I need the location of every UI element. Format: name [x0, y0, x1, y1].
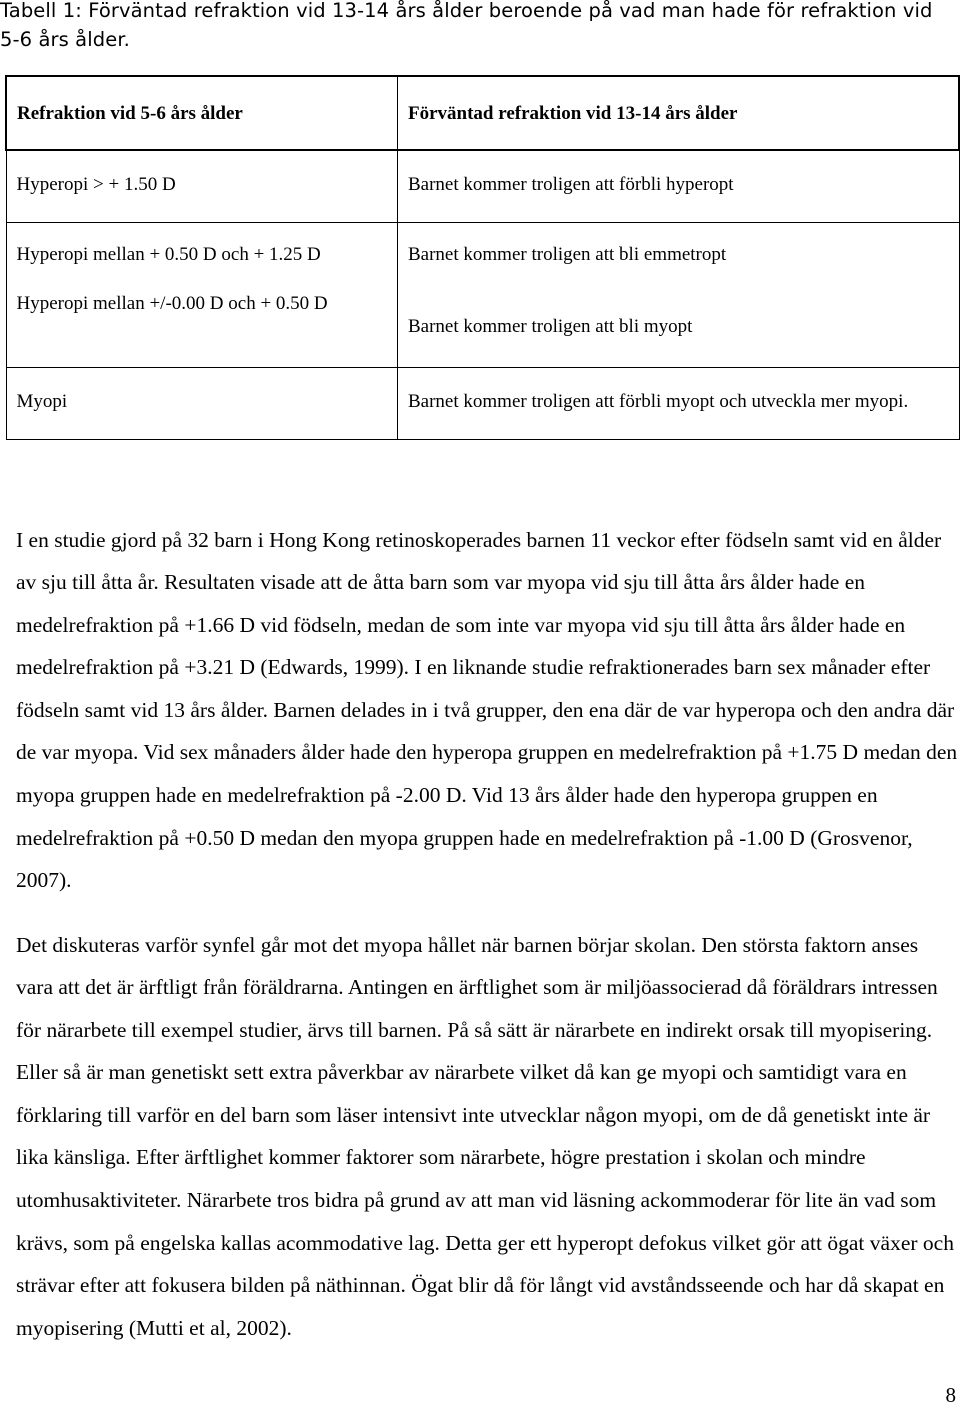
table-cell-text: Barnet kommer troligen att bli emmetropt: [408, 243, 727, 265]
table-cell: Myopi: [6, 367, 398, 439]
table-cell-text: Hyperopi mellan + 0.50 D och + 1.25 D: [16, 243, 321, 265]
table-cell: [398, 222, 960, 367]
body-paragraph: Det diskuteras varför synfel går mot det myopa hållet när barnen börjar skolan. Den största faktorn anses vara att det är ärftligt från föräldrarna. Antingen en ärftlighet som är miljöassocierad då föräldrars intressen för närarbete till exempel studier, ärvs till barnen. På så sätt är närarbete en indirekt orsak till myopisering. Eller så är man genetiskt sett extra påverkbar av närarbete vilket då kan ge myopi och samtidigt vara en förklaring till varför en del barn som läser intensivt inte utvecklar någon myopi, om de då genetiskt inte är lika känsliga. Efter ärftlighet kommer faktorer som närarbete, högre prestation i skolan och mindre utomhusaktiviteter. Närarbete tros bidra på grund av att man vid läsning ackommoderar för lite än vad som krävs, som på engelska kallas acommodative lag. Detta ger ett hyperopt defokus vilket gör att ögat växer och strävar efter att fokusera bilden på näthinnan. Ögat blir då för långt vid avståndsseende och har då skapat en myopisering (Mutti et al, 2002).: [16, 932, 954, 1340]
table-cell: Barnet kommer troligen att förbli myopt och utveckla mer myopi.: [398, 367, 960, 439]
table-cell-text: Barnet kommer troligen att bli myopt: [408, 315, 693, 337]
table-row: [6, 150, 959, 222]
refraction-table: [5, 75, 960, 440]
table-cell: Hyperopi > + 1.50 D: [6, 150, 398, 222]
body-paragraph: I en studie gjord på 32 barn i Hong Kong retinoskoperades barnen 11 veckor efter födseln samt vid en ålder av sju till åtta år. Resultaten visade att de åtta barn som var myopa vid sju till åtta års ålder hade en medelrefraktion på +1.66 D vid födseln, medan de som inte var myopa vid sju till åtta års ålder hade en medelrefraktion på +3.21 D (Edwards, 1999). I en liknande studie refraktionerades barn sex månader efter födseln samt vid 13 års ålder. Barnen delades in i två grupper, den ena där de var hyperopa och den andra där de var myopa. Vid sex månaders ålder hade den hyperopa gruppen en medelrefraktion på +1.75 D medan den myopa gruppen hade en medelrefraktion på -2.00 D. Vid 13 års ålder hade den hyperopa gruppen en medelrefraktion på +0.50 D medan den myopa gruppen hade en medelrefraktion på -1.00 D (Grosvenor, 2007).: [16, 527, 958, 893]
table-caption: Tabell 1: Förväntad refraktion vid 13-14 års ålder beroende på vad man hade för refraktion vid 5-6 års ålder.: [0, 0, 933, 51]
page-number: 8: [945, 1383, 956, 1407]
table-cell: [6, 222, 398, 367]
table-header-cell: Refraktion vid 5-6 års ålder: [6, 76, 398, 150]
table-cell-text: Hyperopi mellan +/-0.00 D och + 0.50 D: [16, 292, 328, 314]
table-header-cell: Förväntad refraktion vid 13-14 års ålder: [398, 76, 960, 150]
table-header-row: [6, 76, 959, 150]
table-cell: Barnet kommer troligen att förbli hyperopt: [398, 150, 960, 222]
table-row: [6, 222, 959, 367]
table-row: [6, 367, 959, 439]
